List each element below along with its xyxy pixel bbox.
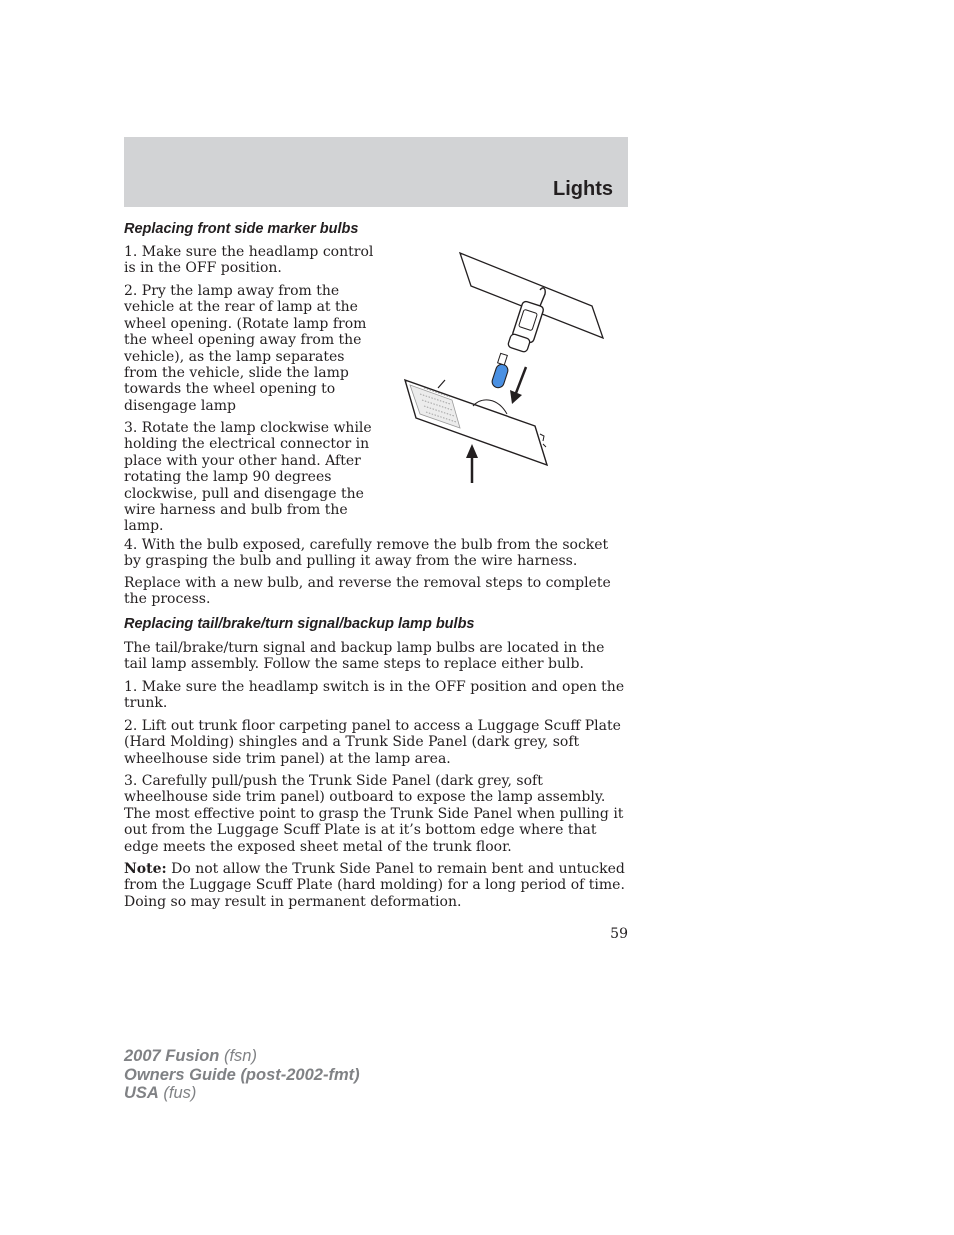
tail-step-2: 2. Lift out trunk floor carpeting panel to access a Luggage Scuff Plate (Hard Molding) shingles and a Trunk Side Panel (dark grey, soft wheelhouse side trim panel) at the lamp area. <box>124 718 621 767</box>
footer-market: USA <box>124 1084 159 1102</box>
page-number: 59 <box>610 926 628 942</box>
heading-front-side-marker: Replacing front side marker bulbs <box>124 221 359 237</box>
footer-guide: Owners Guide (post-2002-fmt) <box>124 1065 360 1084</box>
step-4: 4. With the bulb exposed, carefully remove the bulb from the socket by grasping the bulb and pulling it away from the wire harness. <box>124 537 609 570</box>
step-3: 3. Rotate the lamp clockwise while holding the electrical connector in place with your other hand. After rotating the lamp 90 degrees clockwise, pull and disengage the wire harness and bulb from the lamp. <box>124 420 372 535</box>
side-marker-bulb-illustration <box>400 248 610 488</box>
note-label: Note: <box>124 861 167 877</box>
note-paragraph <box>124 861 628 910</box>
footer-market-code: (fus) <box>158 1084 197 1102</box>
footer-model: 2007 Fusion <box>124 1047 220 1065</box>
step-1: 1. Make sure the headlamp control is in the OFF position. <box>124 244 374 277</box>
section-title: Lights <box>553 178 613 200</box>
footer-model-code: (fsn) <box>219 1047 257 1065</box>
tail-step-1: 1. Make sure the headlamp switch is in the OFF position and open the trunk. <box>124 679 625 712</box>
step-2: 2. Pry the lamp away from the vehicle at the rear of lamp at the wheel opening. (Rotate lamp from the wheel opening away from the vehicle), as the lamp separates from the vehicle, slide the lamp towards the wheel opening to disengage lamp <box>124 283 367 414</box>
footer-edition-info <box>124 1047 360 1103</box>
tail-step-3: 3. Carefully pull/push the Trunk Side Panel (dark grey, soft wheelhouse side trim panel) outboard to expose the lamp assembly. The most effective point to grasp the Trunk Side Panel when pulling it out from the Luggage Scuff Plate is at it’s bottom edge where that edge meets the exposed sheet metal of the trunk floor. <box>124 773 624 855</box>
note-text: Do not allow the Trunk Side Panel to remain bent and untucked from the Luggage Scuff Plate (hard molding) for a long period of time. Doing so may result in permanent deformation. <box>124 861 625 910</box>
section-header-band <box>124 137 628 207</box>
closing-paragraph: Replace with a new bulb, and reverse the removal steps to complete the process. <box>124 575 611 608</box>
heading-tail-lamp-bulbs: Replacing tail/brake/turn signal/backup lamp bulbs <box>124 616 475 632</box>
tail-intro: The tail/brake/turn signal and backup lamp bulbs are located in the tail lamp assembly. Follow the same steps to replace either bulb. <box>124 640 605 673</box>
